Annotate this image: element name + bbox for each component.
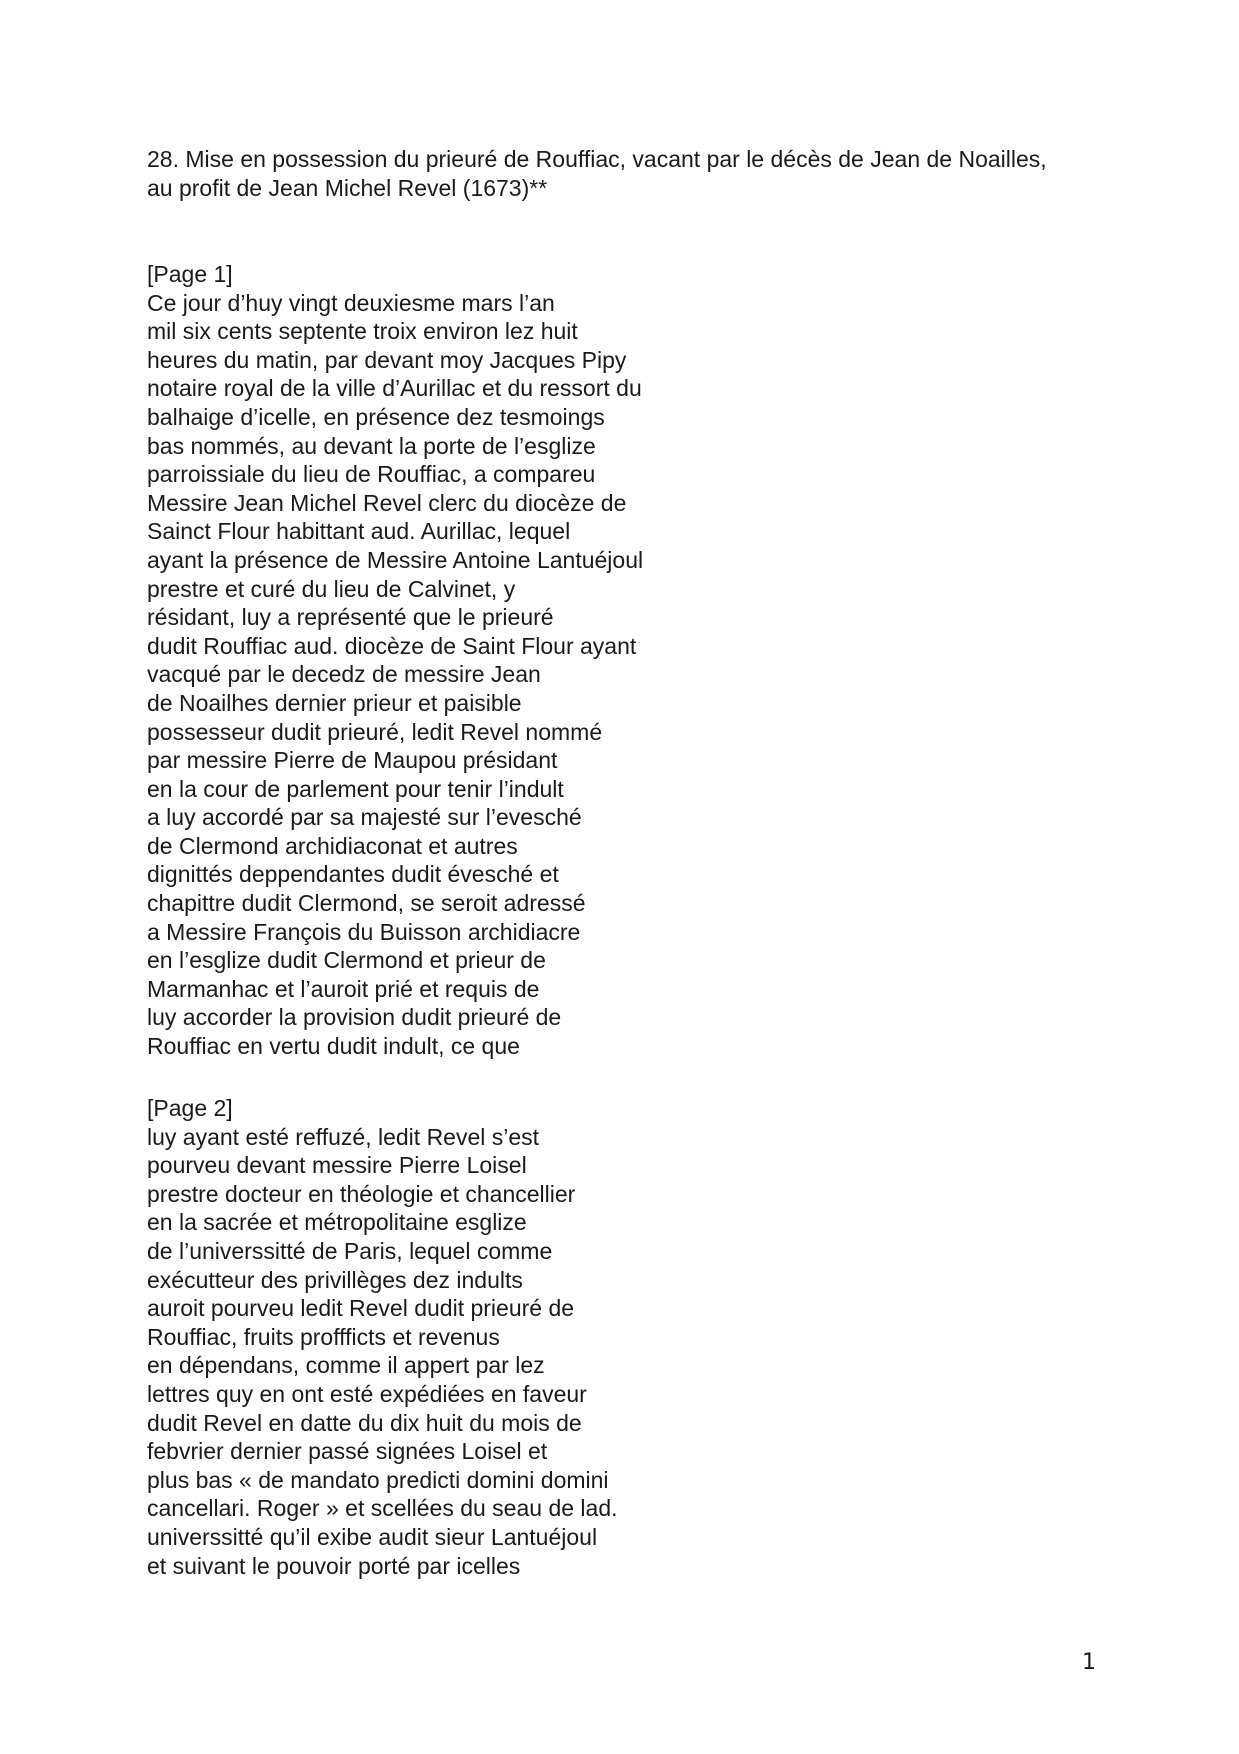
text-line: résidant, luy a représenté que le prieuré: [147, 604, 554, 631]
text-line: auroit pourveu ledit Revel dudit prieuré de: [147, 1295, 575, 1322]
text-line: dignittés deppendantes dudit évesché et: [147, 861, 559, 888]
text-line: luy ayant esté reffuzé, ledit Revel s’est: [147, 1123, 540, 1150]
text-line: en dépendans, comme il appert par lez: [147, 1352, 545, 1379]
text-line: vacqué par le decedz de messire Jean: [147, 661, 541, 688]
text-line: Rouffiac, fruits proffficts et revenus: [147, 1323, 500, 1350]
text-line: a Messire François du Buisson archidiacre: [147, 918, 581, 945]
section-header: [Page 1]: [147, 261, 233, 287]
text-line: prestre docteur en théologie et chancellier: [147, 1180, 576, 1207]
text-line: parroissiale du lieu de Rouffiac, a compareu: [147, 461, 596, 488]
text-line: heures du matin, par devant moy Jacques Pipy: [147, 346, 627, 373]
text-line: Rouffiac en vertu dudit indult, ce que: [147, 1033, 520, 1060]
text-line: pourveu devant messire Pierre Loisel: [147, 1152, 527, 1179]
text-line: exécutteur des privillèges dez indults: [147, 1266, 523, 1293]
text-line: mil six cents septente troix environ lez huit: [147, 318, 578, 345]
text-line: Sainct Flour habittant aud. Aurillac, lequel: [147, 518, 571, 545]
text-line: en la sacrée et métropolitaine esglize: [147, 1209, 527, 1236]
title-line: 28. Mise en possession du prieuré de Rouffiac, vacant par le décès de Jean de Noailles,: [147, 146, 1047, 172]
text-line: bas nommés, au devant la porte de l’esglize: [147, 432, 596, 459]
text-line: lettres quy en ont esté expédiées en faveur: [147, 1380, 587, 1407]
text-line: chapittre dudit Clermond, se seroit adressé: [147, 890, 586, 917]
text-line: possesseur dudit prieuré, ledit Revel nommé: [147, 718, 603, 745]
text-line: ayant la présence de Messire Antoine Lantuéjoul: [147, 546, 644, 573]
text-line: en l’esglize dudit Clermond et prieur de: [147, 947, 546, 974]
page-number: 1: [1082, 1650, 1096, 1675]
page-1-transcription: [147, 260, 867, 1061]
text-line: plus bas « de mandato predicti domini domini: [147, 1466, 609, 1493]
text-line: de Noailhes dernier prieur et paisible: [147, 689, 522, 716]
text-line: et suivant le pouvoir porté par icelles: [147, 1552, 521, 1579]
text-line: a luy accordé par sa majesté sur l’evesché: [147, 804, 582, 831]
text-line: dudit Rouffiac aud. diocèze de Saint Flour ayant: [147, 632, 637, 659]
text-line: Ce jour d’huy vingt deuxiesme mars l’an: [147, 289, 555, 316]
text-line: de Clermond archidiaconat et autres: [147, 832, 518, 859]
text-line: Messire Jean Michel Revel clerc du diocèze de: [147, 489, 627, 516]
section-header: [Page 2]: [147, 1095, 233, 1121]
text-line: de l’universsitté de Paris, lequel comme: [147, 1237, 553, 1264]
page-2-transcription: [147, 1094, 867, 1580]
text-line: notaire royal de la ville d’Aurillac et du ressort du: [147, 375, 642, 402]
title-line: au profit de Jean Michel Revel (1673)**: [147, 175, 548, 201]
text-line: en la cour de parlement pour tenir l’indult: [147, 775, 564, 802]
text-line: Marmanhac et l’auroit prié et requis de: [147, 975, 540, 1002]
text-line: prestre et curé du lieu de Calvinet, y: [147, 575, 516, 602]
text-line: balhaige d’icelle, en présence dez tesmoings: [147, 403, 605, 430]
text-line: luy accorder la provision dudit prieuré de: [147, 1004, 562, 1031]
text-line: cancellari. Roger » et scellées du seau de lad.: [147, 1495, 618, 1522]
text-line: febvrier dernier passé signées Loisel et: [147, 1438, 548, 1465]
text-line: par messire Pierre de Maupou présidant: [147, 747, 558, 774]
text-line: dudit Revel en datte du dix huit du mois de: [147, 1409, 582, 1436]
document-title: [147, 145, 1107, 203]
text-line: universsitté qu’il exibe audit sieur Lantuéjoul: [147, 1523, 598, 1550]
